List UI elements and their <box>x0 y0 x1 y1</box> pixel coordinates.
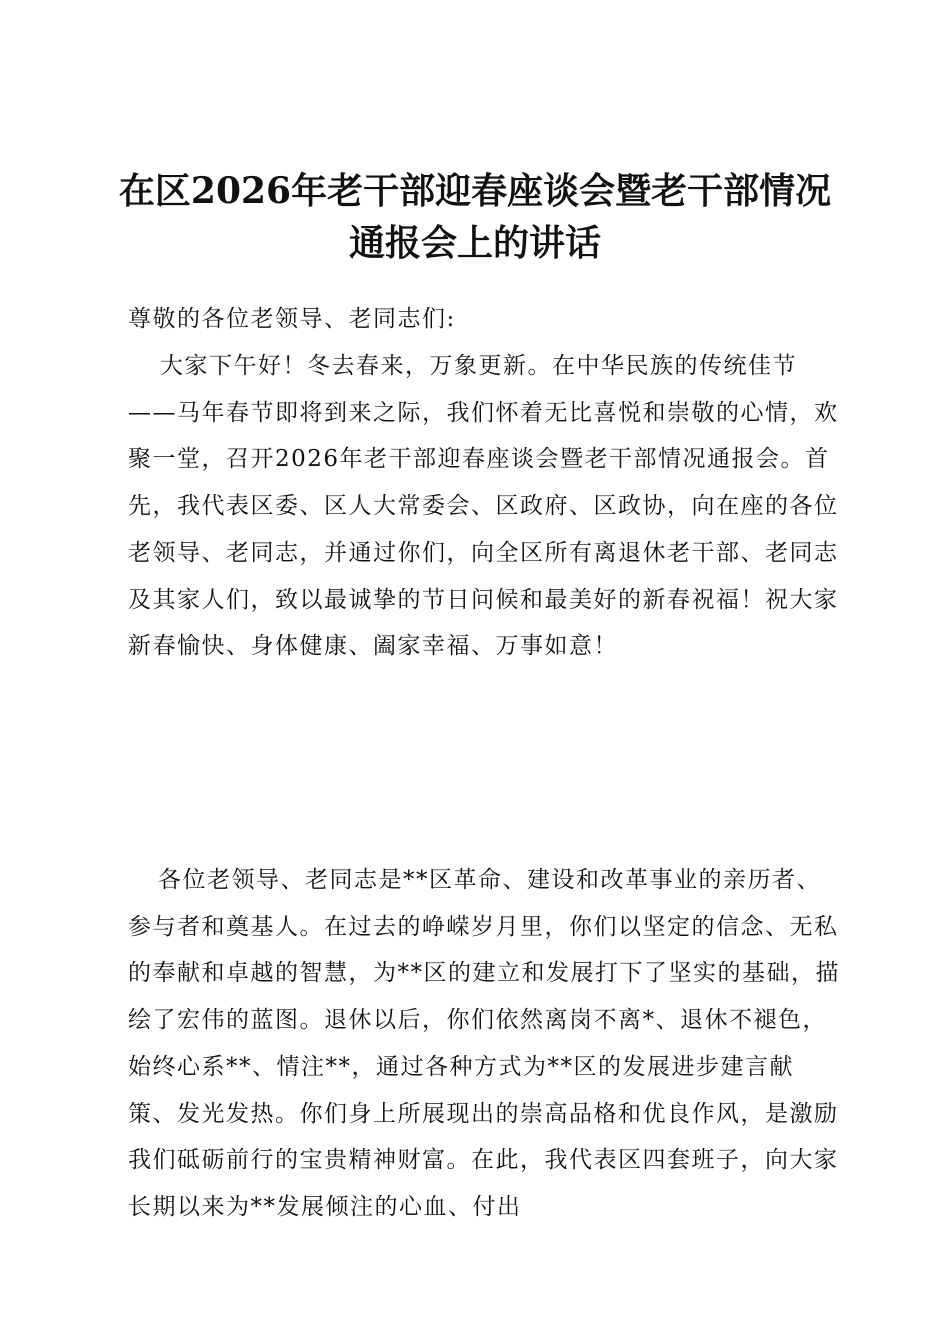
document-title-line-1: 在区2026年老干部迎春座谈会暨老干部情况 <box>118 170 832 212</box>
paragraph-greeting: 大家下午好！冬去春来，万象更新。在中华民族的传统佳节——马年春节即将到来之际，我们怀着无比喜悦和崇敬的心情，欢聚一堂，召开2026年老干部迎春座谈会暨老干部情况通报会。首先，我代表区委、区人大常委会、区政府、区政协，向在座的各位老领导、老同志，并通过你们，向全区所有离退休老干部、老同志及其家人们，致以最诚挚的节日问候和最美好的新春祝福！祝大家新春愉快、身体健康、阖家幸福、万事如意！ <box>128 353 839 660</box>
paragraph-tribute: 各位老领导、老同志是**区革命、建设和改革事业的亲历者、参与者和奠基人。在过去的峥嵘岁月里，你们以坚定的信念、无私的奉献和卓越的智慧，为**区的建立和发展打下了坚实的基础，描绘了宏伟的蓝图。退休以后，你们依然离岗不离*、退休不褪色，始终心系**、情注**，通过各种方式为**区的发展进步建言献策、发光发热。你们身上所展现出的崇高品格和优良作风，是激励我们砥砺前行的宝贵精神财富。在此，我代表区四套班子，向大家长期以来为**发展倾注的心血、付出 <box>128 867 840 1220</box>
document-title-line-2: 通报会上的讲话 <box>348 222 601 264</box>
salutation: 尊敬的各位老领导、老同志们: <box>128 306 456 332</box>
